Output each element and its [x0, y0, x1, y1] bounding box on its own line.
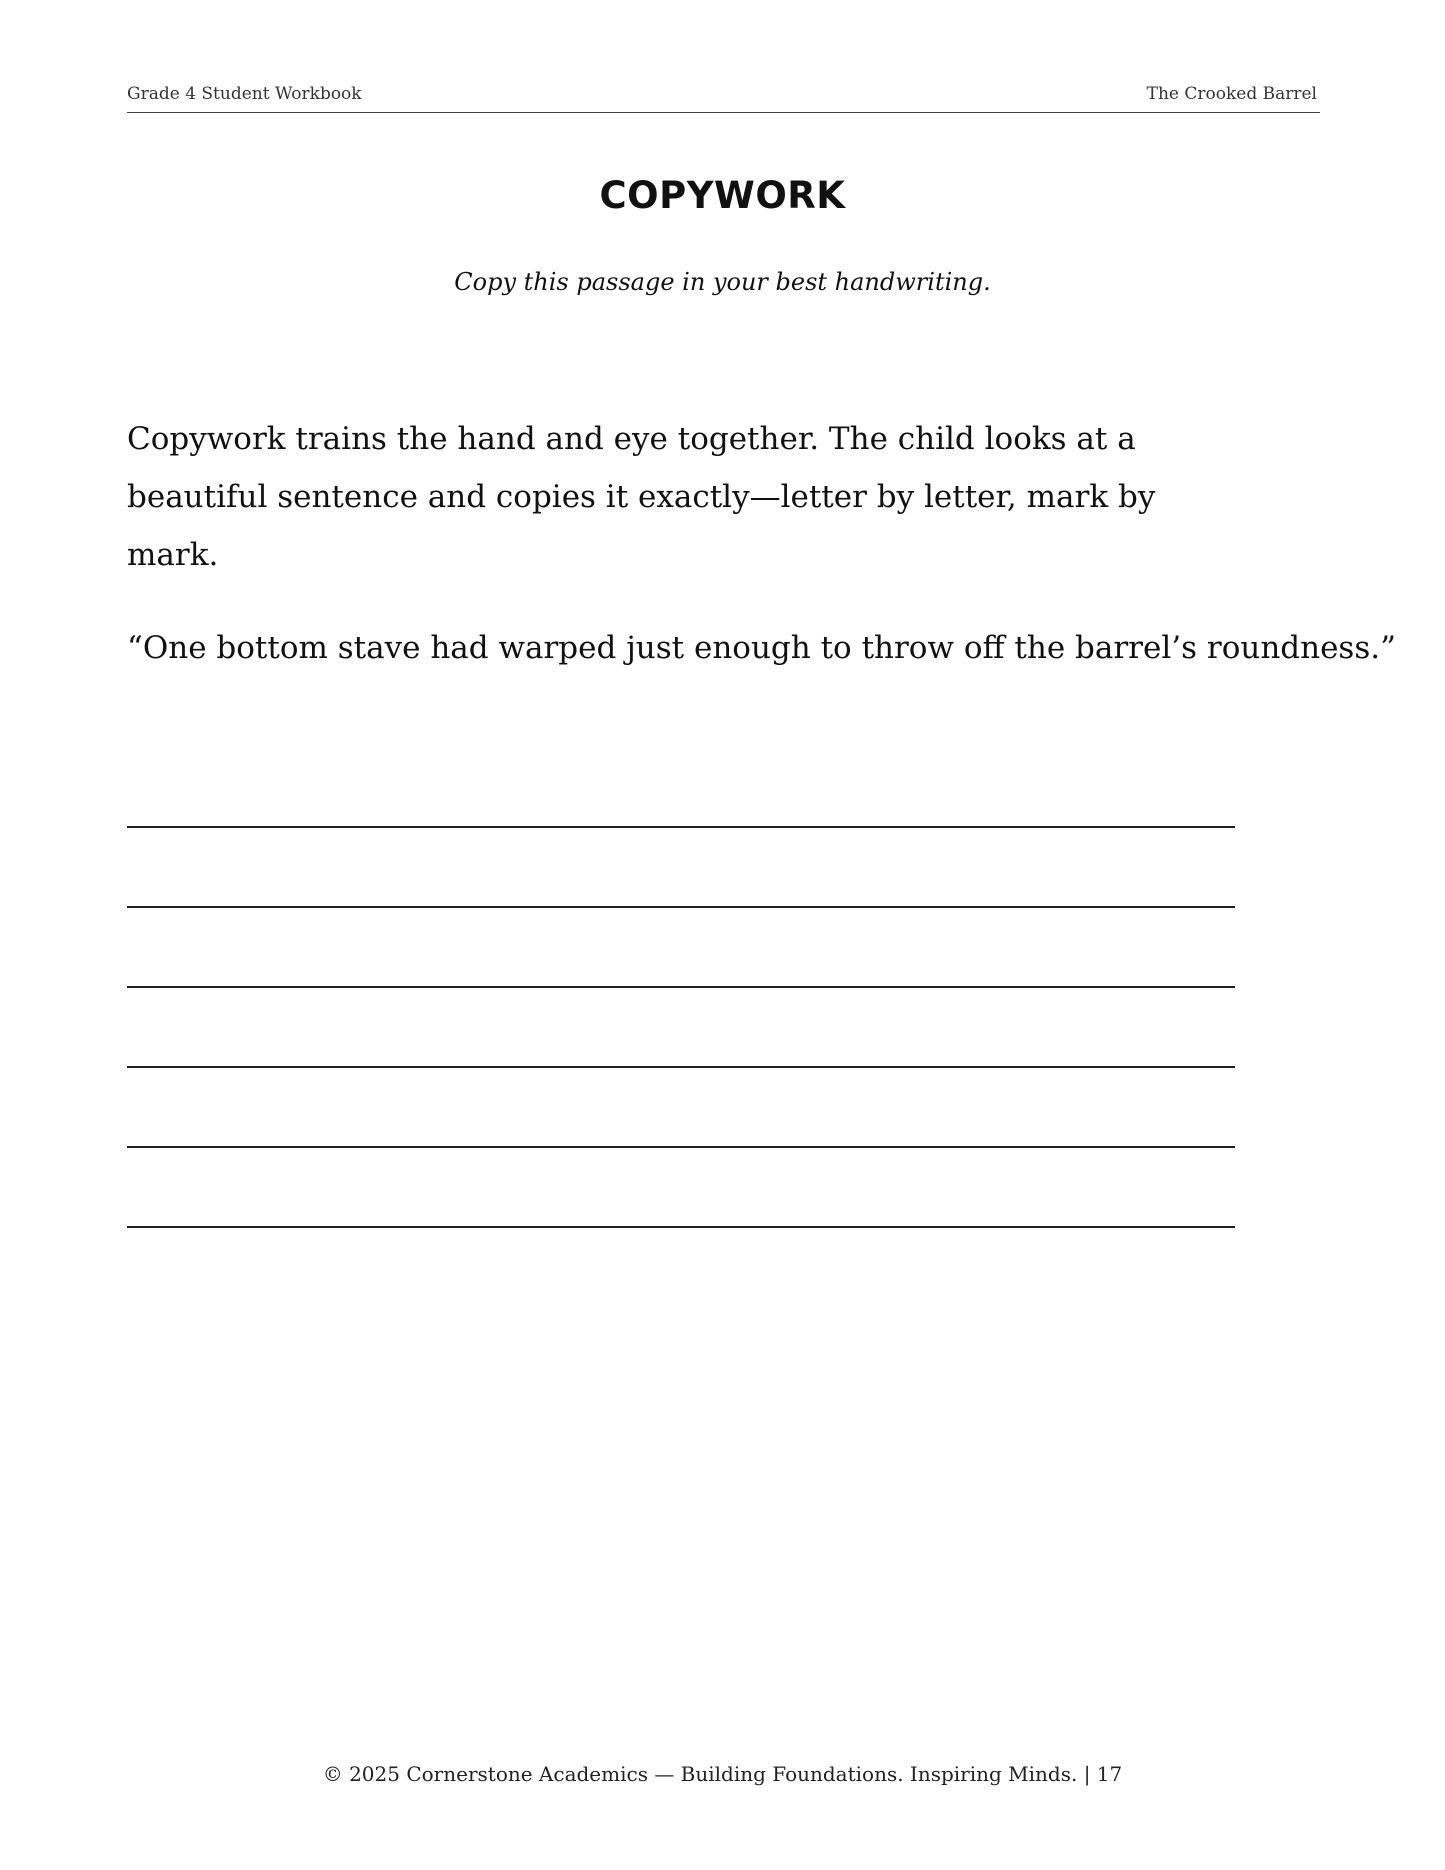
intro-paragraph: Copywork trains the hand and eye together. The child looks at a beautiful sentence and copies it exactly—letter by letter, mark by mark.	[127, 421, 1156, 573]
page-footer: © 2025 Cornerstone Academics — Building Foundations. Inspiring Minds. | 17	[322, 1762, 1123, 1786]
handwriting-line[interactable]	[127, 1066, 1235, 1068]
instruction-text: Copy this passage in your best handwriting.	[454, 268, 991, 296]
handwriting-lines	[127, 826, 1235, 1306]
handwriting-line[interactable]	[127, 1146, 1235, 1148]
workbook-label: Grade 4 Student Workbook	[127, 84, 362, 104]
handwriting-line[interactable]	[127, 986, 1235, 988]
story-title-label: The Crooked Barrel	[1146, 84, 1317, 104]
copy-passage: “One bottom stave had warped just enough to throw off the barrel’s roundness.”	[127, 630, 1396, 666]
page-title: COPYWORK	[599, 174, 846, 217]
handwriting-line[interactable]	[127, 906, 1235, 908]
handwriting-line[interactable]	[127, 826, 1235, 828]
handwriting-line[interactable]	[127, 1226, 1235, 1228]
running-header	[127, 84, 1320, 113]
